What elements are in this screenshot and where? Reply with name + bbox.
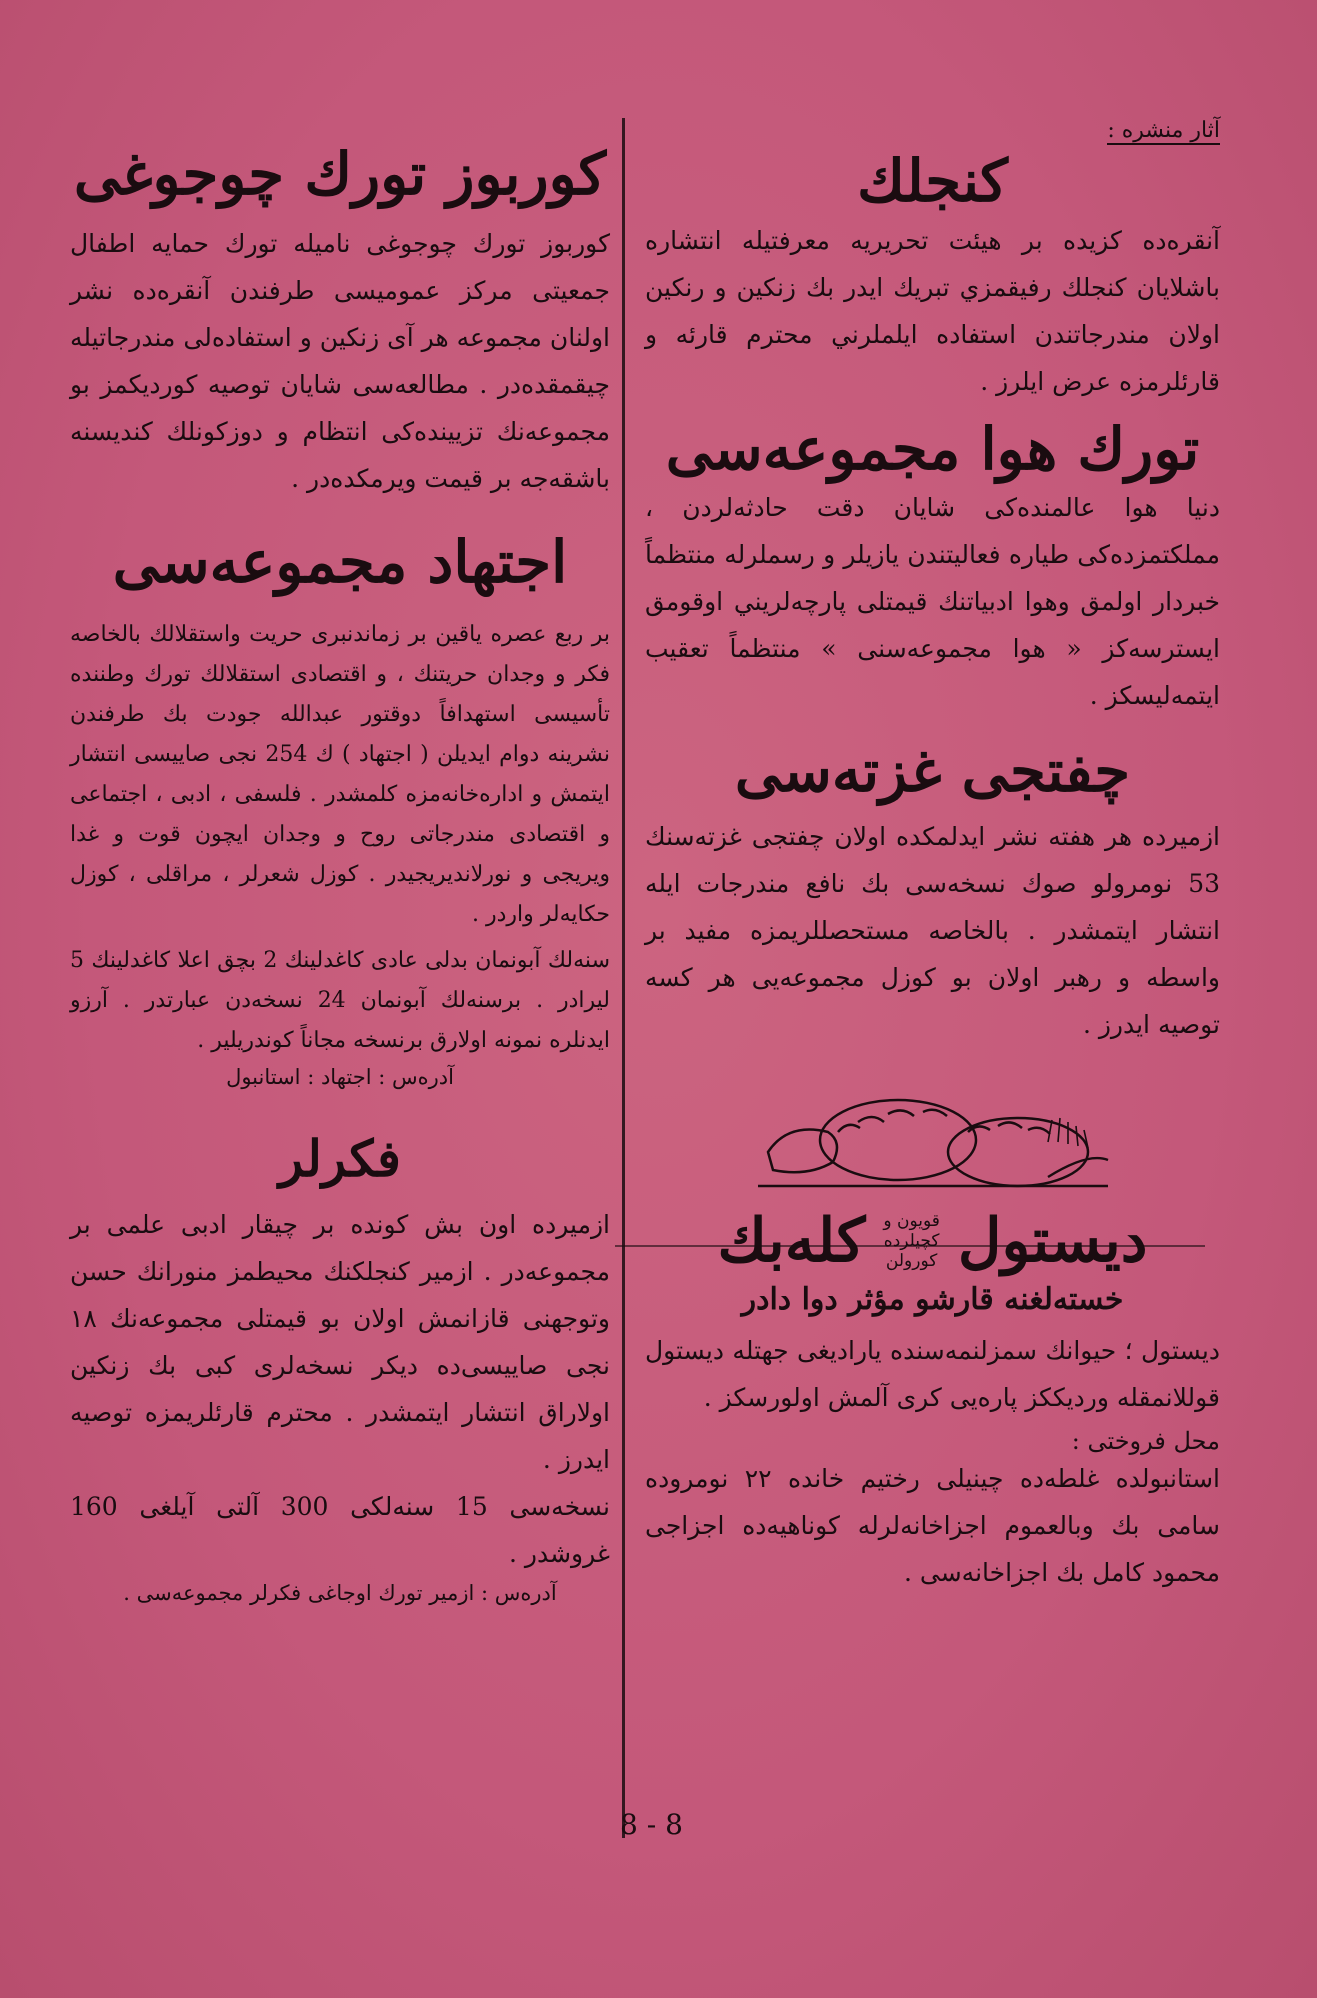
ictihad-title: اجتهاد مجموعه‌سى <box>112 527 568 596</box>
distol-advert <box>645 1082 1220 1596</box>
ciftci-text: ازميرده هر هفته نشر ايدلمكده اولان چفتجى غزته‌سنك 53 نومرولو صوك نسخه‌سى بك نافع مندرجات ايله انتشار ايتمشدر . بالخاصه مستحصللريمزه مفيد بر واسطه و رهبر اولان بو كوزل مجموعه‌يى هر كسه توصيه ايدرز . <box>645 821 1220 1039</box>
ictihad-notice <box>70 528 610 1090</box>
korbuz-notice <box>70 140 610 502</box>
ciftci-title: چفتجى غزته‌سى <box>734 737 1131 806</box>
distol-brand-line <box>645 1206 1220 1276</box>
genclik-text: آنقره‌ده كزيده بر هيئت تحريريه معرفتيله انتشاره باشلايان كنجلك رفيقمزي تبريك ايدر بك زنكين و رنكين اولان مندرجاتندن استفاده ايلملرني محترم قارئه و قارئلرمزه عرض ايلرز . <box>645 225 1220 396</box>
sales-label: محل فروختى : <box>1071 1426 1220 1455</box>
distol-text: ديستول ؛ حيوانك سمزلنمه‌سنده ياراديغى جهتله ديستول قوللانمقله ورديككز پاره‌يى كرى آلمش اولورسكز . <box>645 1335 1220 1412</box>
right-column <box>645 110 1220 1596</box>
genclik-title: كنجلك <box>857 147 1008 215</box>
ictihad-address: آدره‌س : اجتهاد : استانبول <box>226 1065 454 1090</box>
hava-notice <box>645 415 1220 720</box>
fikirler-address: آدره‌س : ازمير تورك اوجاغى فكرلر مجموعه‌سى . <box>123 1581 557 1606</box>
fikirler-notice <box>70 1129 610 1605</box>
column-divider <box>622 118 625 1838</box>
distol-tagline: خسته‌لغنه قارشو مؤثر دوا دادر <box>741 1281 1124 1317</box>
distol-subtitle: قويون و كچيلرده كورولن <box>883 1210 940 1271</box>
ictihad-price: سنه‌لك آبونمان بدلى عادى كاغدلينك 2 بچق اعلا كاغدلينك 5 ليرادر . برسنه‌لك آبونمان 24 نسخه‌دن عبارتدر . آرزو ايدنلره نمونه اولارق برنسخه مجاناً كوندريلير . <box>70 948 611 1054</box>
print-date: 8 - 8 <box>620 1808 683 1841</box>
sales-text: استانبولده غلطه‌ده چينيلى رختيم خانده ۲۲ نومروده سامى بك وبالعموم اجزاخانه‌لرله كوناهيه‌ده اجزاجى محمود كامل بك اجزاخانه‌سى . <box>645 1463 1220 1587</box>
kelebek-word: كله‌بك <box>717 1205 866 1276</box>
korbuz-text: كوربوز تورك چوجوغى ناميله تورك حمايه اطفال جمعيتى مركز عموميسى طرفندن آنقره‌ده نشر اولنان مجموعه هر آى زنكين و استفاده‌لى مندرجاتيله چيقمقده‌در . مطالعه‌سى شايان توصيه كورديكمز بو مجموعه‌نك تزيينده‌كى انتظام و دوزكونلك كنديسنه باشقه‌جه بر قيمت ويرمكده‌در . <box>70 228 610 493</box>
ciftci-notice <box>645 737 1220 1048</box>
ictihad-text: بر ربع عصره ياقين بر زماندنبرى حريت واستقلالك بالخاصه فكر و وجدان حريتنك ، و اقتصادى استقلالك تورك وطننده تأسيسى استهدافاً دوقتور عبدالله جودت بك طرفندن نشرينه دوام ايديلن ( اجتهاد ) ك 254 نجى صاييسى انتشار ايتمش و اداره‌خانه‌مزه كلمشدر . فلسفى ، ادبى ، اجتماعى و اقتصادى مندرجاتى روح و وجدان ايچون قوت و غدا ويريجى و نورلانديريجيدر . كوزل شعرلر ، مراقلى ، كوزل حكايه‌لر واردر . <box>70 622 611 928</box>
hava-text: دنيا هوا عالمنده‌كى شايان دقت حادثه‌لردن ، مملكتمزده‌كى طياره فعاليتندن يازيلر و رسملرله منتظماً خبردار اولمق وهوا ادبياتنك قيمتلى پارچه‌لريني اوقومق ايسترسه‌كز « هوا مجموعه‌سنى » منتظماً تعقيب ايتمه‌ليسكز . <box>645 493 1220 711</box>
fikirler-text: ازميرده اون بش كونده بر چيقار ادبى علمى بر مجموعه‌در . ازمير كنجلكنك محيطمز منورانك حسن وتوجهنى قازانمش اولان بو قيمتلى مجموعه‌نك ١٨ نجى صاييسى‌ده ديكر نسخه‌لرى كبى بك زنكين اولاراق انتشار ايتمشدر . محترم قارئلريمزه توصيه ايدرز . <box>70 1210 610 1475</box>
genclik-notice <box>645 147 1220 405</box>
hava-title: تورك هوا مجموعه‌سى <box>665 414 1200 483</box>
section-label: آثار منشره : <box>1107 118 1220 143</box>
fikirler-price: نسخه‌سى 15 سنه‌لكى 300 آلتى آيلغى 160 غروشدر . <box>70 1492 610 1569</box>
left-column <box>70 110 610 1605</box>
fikirler-title: فكرلر <box>279 1129 401 1189</box>
distol-brand: ديستول <box>957 1205 1148 1276</box>
korbuz-title: كوربوز تورك چوجوغى <box>73 140 607 208</box>
sheep-illustration <box>748 1082 1118 1202</box>
